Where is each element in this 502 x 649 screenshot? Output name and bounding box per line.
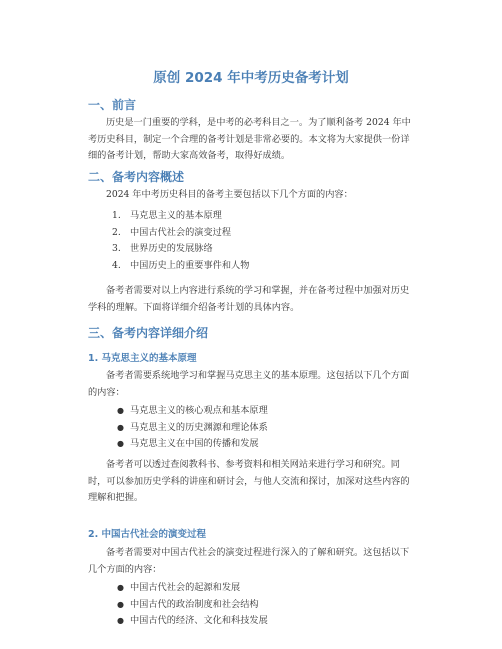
marxism-intro-paragraph: 备考者需要系统地学习和掌握马克思主义的基本原理。这包括以下几个方面的内容： bbox=[88, 370, 410, 398]
list-item: ● 马克思主义在中国的传播和发展 bbox=[117, 438, 259, 449]
list-item: ● 马克思主义的核心观点和基本原理 bbox=[117, 405, 268, 416]
document-title: 原创 2024 年中考历史备考计划 bbox=[153, 70, 349, 86]
list-item: 1. 马克思主义的基本原理 bbox=[112, 210, 222, 221]
list-item: 4. 中国历史上的重要事件和人物 bbox=[112, 259, 250, 271]
marxism-bullet-list bbox=[88, 403, 414, 453]
overview-intro-paragraph: 2024 年中考历史科目的备考主要包括以下几个方面的内容： bbox=[106, 189, 353, 200]
list-item: 2. 中国古代社会的演变过程 bbox=[112, 226, 232, 238]
ancient-china-intro-paragraph: 备考者需要对中国古代社会的演变过程进行深入的了解和研究。这包括以下几个方面的内容： bbox=[88, 547, 410, 575]
list-item: 3. 世界历史的发展脉络 bbox=[112, 243, 213, 254]
section-heading-intro: 一、前言 bbox=[88, 98, 137, 112]
subsection-heading-ancient-china: 2. 中国古代社会的演变过程 bbox=[88, 529, 207, 540]
intro-paragraph: 历史是一门重要的学科，是中考的必考科目之一。为了顺利备考 2024 年中考历史科目，制定一个合理的备考计划是非常必要的。本文将为大家提供一份详细的备考计划，帮助大家高效备考，取得好成绩。 bbox=[88, 117, 411, 161]
list-item: ● 中国古代的经济、文化和科技发展 bbox=[117, 615, 268, 626]
marxism-study-paragraph: 备考者可以透过查阅教科书、参考资料和相关网站来进行学习和研究。同时，可以参加历史学科的讲座和研讨会，与他人交流和探讨，加深对这些内容的理解和把握。 bbox=[88, 459, 410, 503]
section-heading-overview: 二、备考内容概述 bbox=[88, 170, 185, 184]
overview-summary-paragraph: 备考者需要对以上内容进行系统的学习和掌握，并在备考过程中加强对历史学科的理解。下面将详细介绍备考计划的具体内容。 bbox=[88, 285, 410, 313]
overview-numbered-list bbox=[88, 208, 414, 274]
list-item: ● 中国古代的政治制度和社会结构 bbox=[117, 598, 259, 610]
list-item: ● 中国古代社会的起源和发展 bbox=[117, 582, 241, 593]
list-item: ● 马克思主义的历史渊源和理论体系 bbox=[117, 421, 268, 433]
ancient-china-bullet-list bbox=[88, 580, 414, 630]
section-heading-detail: 三、备考内容详细介绍 bbox=[88, 326, 209, 340]
subsection-heading-marxism: 1. 马克思主义的基本原理 bbox=[88, 353, 197, 364]
